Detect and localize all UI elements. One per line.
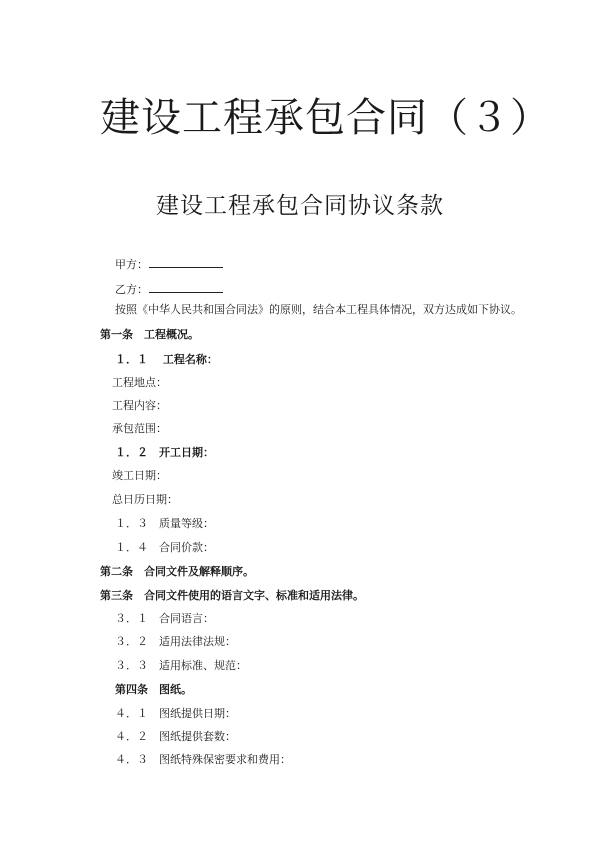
clause-1-1: １．１ 工程名称：: [115, 353, 218, 366]
project-location: 工程地点：: [112, 376, 167, 389]
party-a-label: 甲方：: [115, 258, 148, 271]
clause-3-2: ３．２ 适用法律法规：: [115, 635, 236, 648]
clause-4-2: ４．２ 图纸提供套数：: [115, 730, 236, 743]
article-2-heading: 第二条 合同文件及解释顺序。: [100, 565, 254, 578]
party-b-line: [115, 281, 223, 298]
total-calendar-days: 总日历日期：: [112, 493, 178, 506]
preamble-line: 按照《中华人民共和国合同法》的原则，结合本工程具体情况，双方达成如下协议。: [115, 303, 522, 316]
contract-scope: 承包范围：: [112, 422, 167, 435]
completion-date: 竣工日期：: [112, 469, 167, 482]
article-1-heading: 第一条 工程概况。: [100, 328, 199, 341]
clause-4-3: ４．３ 图纸特殊保密要求和费用：: [115, 753, 291, 766]
article-3-heading: 第三条 合同文件使用的语言文字、标准和适用法律。: [100, 589, 364, 602]
party-a-line: [115, 256, 223, 273]
clause-1-3: １．３ 质量等级：: [115, 517, 214, 530]
clause-3-1: ３．１ 合同语言：: [115, 612, 214, 625]
clause-3-3: ３．３ 适用标准、规范：: [115, 659, 247, 672]
party-b-label: 乙方：: [115, 283, 148, 296]
party-b-blank: [149, 281, 223, 293]
article-4-heading: 第四条 图纸。: [115, 683, 192, 696]
document-subtitle: 建设工程承包合同协议条款: [156, 193, 444, 219]
document-title: 建设工程承包合同（３）: [100, 95, 551, 141]
party-a-blank: [149, 256, 223, 268]
clause-1-2: １．２ 开工日期：: [115, 446, 214, 459]
clause-4-1: ４．１ 图纸提供日期：: [115, 707, 236, 720]
clause-1-4: １．４ 合同价款：: [115, 541, 214, 554]
project-content: 工程内容：: [112, 399, 167, 412]
